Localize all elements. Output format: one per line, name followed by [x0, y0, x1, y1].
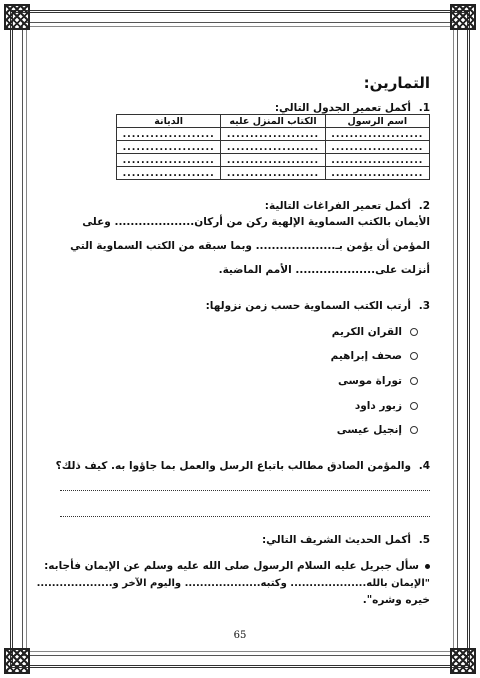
question-text: أكمل تعمير الجدول التالي: — [274, 102, 412, 114]
table-cell[interactable]: .................... — [221, 141, 325, 154]
question-number: 4. — [418, 460, 430, 472]
table-cell[interactable]: .................... — [221, 154, 325, 167]
list-item[interactable] — [331, 350, 418, 362]
fill-blank-line[interactable]: "الإيمان بالله.................... وكتبه.................... واليوم الآخر و.................... — [36, 578, 430, 589]
table-cell[interactable]: .................... — [221, 167, 325, 180]
corner-ornament-icon — [4, 648, 30, 674]
worksheet-content — [36, 60, 430, 640]
fill-blank-line[interactable]: المؤمن أن يؤمن بـ.................... وبما سبقه من الكتب السماوية التي — [70, 240, 430, 252]
list-item-label: صحف إبراهيم — [330, 350, 402, 362]
bullet-icon — [425, 564, 430, 569]
circle-bullet-icon — [410, 426, 418, 434]
question-text: أرتب الكتب السماوية حسب زمن نزولها: — [205, 300, 412, 312]
question-text: أكمل تعمير الفراغات التالية: — [264, 200, 412, 212]
fill-blank-line[interactable]: أنزلت على.................... الأمم الماضية. — [218, 264, 430, 276]
question-text: أكمل الحديث الشريف التالي: — [261, 534, 412, 546]
circle-bullet-icon — [410, 328, 418, 336]
question-text: والمؤمن الصادق مطالب باتباع الرسل والعمل بما جاؤوا به. كيف ذلك؟ — [55, 460, 412, 472]
list-item[interactable] — [337, 424, 418, 436]
fill-blank-line: خيره وشره". — [362, 594, 430, 606]
table-cell[interactable]: .................... — [325, 141, 429, 154]
table-cell[interactable]: .................... — [117, 154, 221, 167]
table-cell[interactable]: .................... — [325, 128, 429, 141]
table-cell[interactable]: .................... — [117, 128, 221, 141]
question-2 — [265, 200, 430, 212]
list-item[interactable] — [355, 400, 418, 412]
circle-bullet-icon — [410, 352, 418, 360]
question-number: 5. — [418, 534, 430, 546]
page-number: 65 — [233, 630, 247, 641]
question-number: 1. — [418, 102, 430, 114]
table-cell[interactable]: .................... — [117, 141, 221, 154]
column-header: الكتاب المنزل عليه — [221, 115, 325, 128]
hadith-intro — [44, 560, 430, 572]
corner-ornament-icon — [450, 648, 476, 674]
list-item-label: إنجيل عيسى — [336, 424, 402, 436]
answer-line[interactable] — [60, 490, 430, 491]
corner-ornament-icon — [4, 4, 30, 30]
page-title: التمارين: — [363, 74, 430, 92]
table-cell[interactable]: .................... — [325, 167, 429, 180]
completion-table — [116, 114, 430, 180]
question-number: 2. — [418, 200, 430, 212]
table-row — [117, 128, 430, 141]
question-3 — [206, 300, 430, 312]
question-number: 3. — [418, 300, 430, 312]
circle-bullet-icon — [410, 377, 418, 385]
hadith-intro-text: سأل جبريل عليه السلام الرسول صلى الله عليه وسلم عن الإيمان فأجابه: — [44, 560, 419, 572]
question-1 — [275, 102, 430, 114]
table-row — [117, 167, 430, 180]
table-cell[interactable]: .................... — [325, 154, 429, 167]
question-4 — [56, 460, 430, 472]
list-item-label: القران الكريم — [331, 326, 402, 338]
circle-bullet-icon — [410, 402, 418, 410]
column-header: الديانة — [117, 115, 221, 128]
question-5 — [262, 534, 430, 546]
corner-ornament-icon — [450, 4, 476, 30]
list-item[interactable] — [332, 326, 418, 338]
answer-line[interactable] — [60, 516, 430, 517]
list-item-label: توراة موسى — [337, 375, 402, 387]
table-row — [117, 141, 430, 154]
table-cell[interactable]: .................... — [117, 167, 221, 180]
list-item[interactable] — [338, 375, 418, 387]
table-cell[interactable]: .................... — [221, 128, 325, 141]
table-header-row — [117, 115, 430, 128]
list-item-label: زبور داود — [354, 400, 402, 412]
table-row — [117, 154, 430, 167]
fill-blank-line[interactable]: الأيمان بالكتب السماوية الإلهية ركن من أركان.................... وعلى — [82, 216, 430, 228]
column-header: اسم الرسول — [325, 115, 429, 128]
